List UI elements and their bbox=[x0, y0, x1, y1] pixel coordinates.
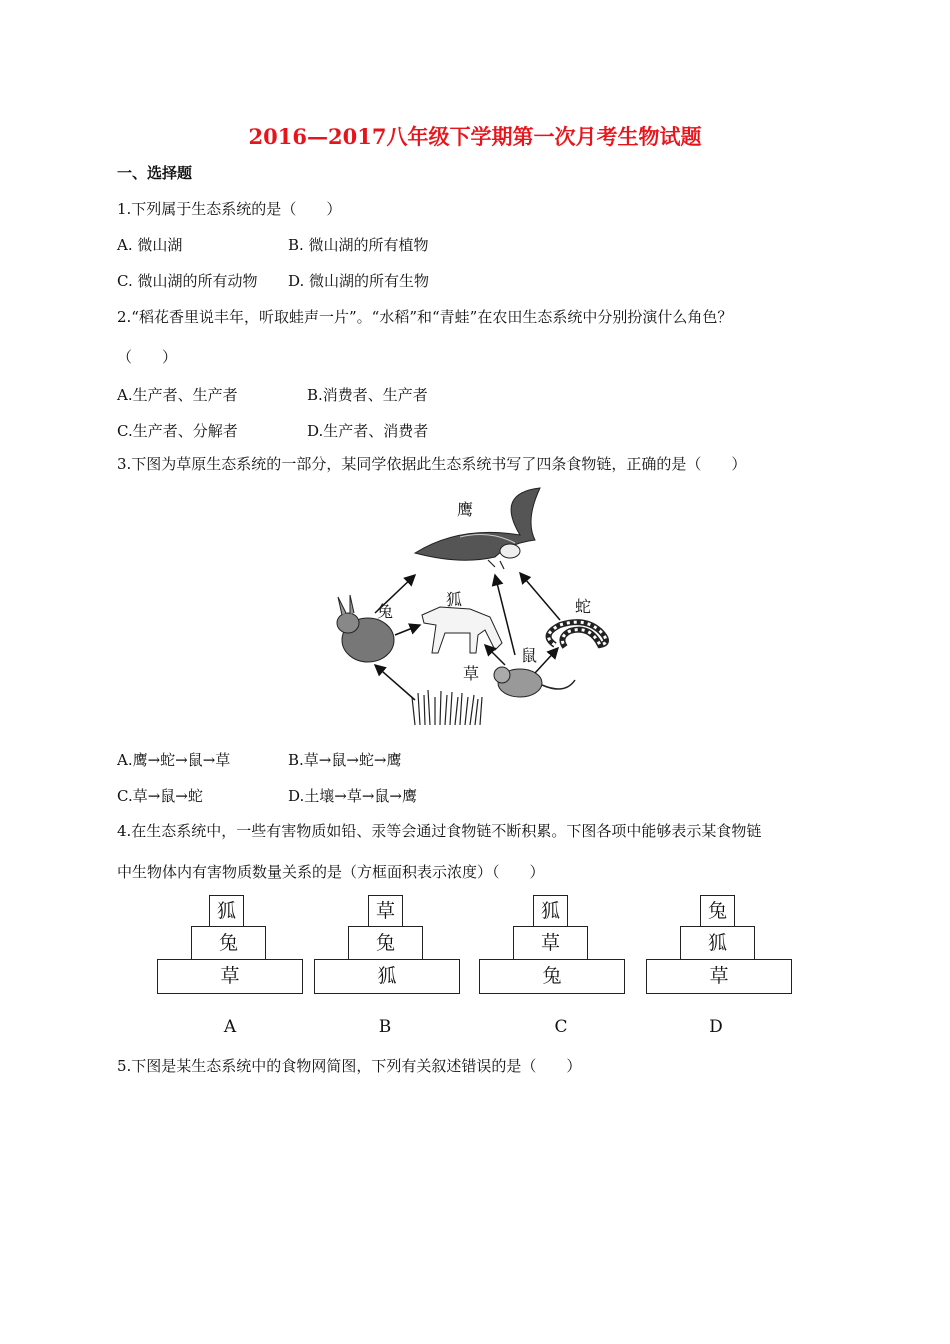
fox-image bbox=[422, 607, 502, 653]
q3-option-c: C.草→鼠→蛇 bbox=[117, 787, 203, 805]
q2-paren: （ ） bbox=[117, 348, 178, 366]
pyramid-c-letter: C bbox=[554, 1017, 568, 1037]
pyramid-c-top: 狐 bbox=[533, 895, 568, 927]
pyramid-c-bottom: 兔 bbox=[479, 959, 625, 994]
pyramid-d-middle: 狐 bbox=[680, 926, 755, 960]
q1-option-b: B. 微山湖的所有植物 bbox=[288, 236, 429, 254]
label-mouse: 鼠 bbox=[521, 646, 538, 665]
label-snake: 蛇 bbox=[575, 597, 592, 616]
pyramid-a-letter: A bbox=[223, 1017, 237, 1037]
q3-option-b: B.草→鼠→蛇→鹰 bbox=[288, 751, 402, 769]
q2-option-a: A.生产者、生产者 bbox=[117, 386, 238, 404]
q3-option-a: A.鹰→蛇→鼠→草 bbox=[117, 751, 231, 769]
pyramid-d-bottom: 草 bbox=[646, 959, 792, 994]
pyramid-b-middle: 兔 bbox=[348, 926, 423, 960]
q2-option-d: D.生产者、消费者 bbox=[307, 422, 429, 440]
q2-option-c: C.生产者、分解者 bbox=[117, 422, 238, 440]
pyramid-d-letter: D bbox=[709, 1017, 723, 1037]
q4-stem-line2: 中生物体内有害物质数量关系的是（方框面积表示浓度）（ ） bbox=[117, 863, 545, 881]
q1-option-c: C. 微山湖的所有动物 bbox=[117, 272, 258, 290]
label-eagle: 鹰 bbox=[457, 500, 474, 519]
q1-stem: 1.下列属于生态系统的是（ ） bbox=[117, 200, 342, 218]
page-title: 2016—2017八年级下学期第一次月考生物试题 bbox=[248, 124, 702, 149]
eagle-image bbox=[415, 488, 540, 569]
q1-option-a: A. 微山湖 bbox=[117, 236, 183, 254]
label-grass: 草 bbox=[463, 664, 480, 683]
label-fox: 狐 bbox=[446, 590, 463, 609]
q3-option-d: D.土壤→草→鼠→鹰 bbox=[288, 787, 417, 805]
pyramid-a-top: 狐 bbox=[209, 895, 244, 927]
pyramid-b-letter: B bbox=[378, 1017, 392, 1037]
pyramid-b-top: 草 bbox=[368, 895, 403, 927]
snake-image bbox=[549, 622, 606, 647]
pyramid-a-bottom: 草 bbox=[157, 959, 303, 994]
grass-image bbox=[412, 690, 482, 725]
pyramid-d-top: 兔 bbox=[700, 895, 735, 927]
q2-stem: 2.“稻花香里说丰年，听取蛙声一片”。“水稻”和“青蛙”在农田生态系统中分别扮演什么角色？ bbox=[117, 308, 733, 326]
section-heading: 一、选择题 bbox=[117, 164, 193, 182]
q1-option-d: D. 微山湖的所有生物 bbox=[288, 272, 430, 290]
q3-stem: 3.下图为草原生态系统的一部分，某同学依据此生态系统书写了四条食物链，正确的是（ ） bbox=[117, 455, 747, 473]
q2-option-b: B.消费者、生产者 bbox=[307, 386, 428, 404]
label-rabbit: 兔 bbox=[377, 602, 394, 621]
pyramid-b-bottom: 狐 bbox=[314, 959, 460, 994]
mouse-image bbox=[494, 667, 575, 697]
q4-stem-line1: 4.在生态系统中，一些有害物质如铅、汞等会通过食物链不断积累。下图各项中能够表示某食物链 bbox=[117, 822, 762, 840]
pyramid-a-middle: 兔 bbox=[191, 926, 266, 960]
pyramid-c-middle: 草 bbox=[513, 926, 588, 960]
q5-stem: 5.下图是某生态系统中的食物网简图，下列有关叙述错误的是（ ） bbox=[117, 1057, 582, 1075]
